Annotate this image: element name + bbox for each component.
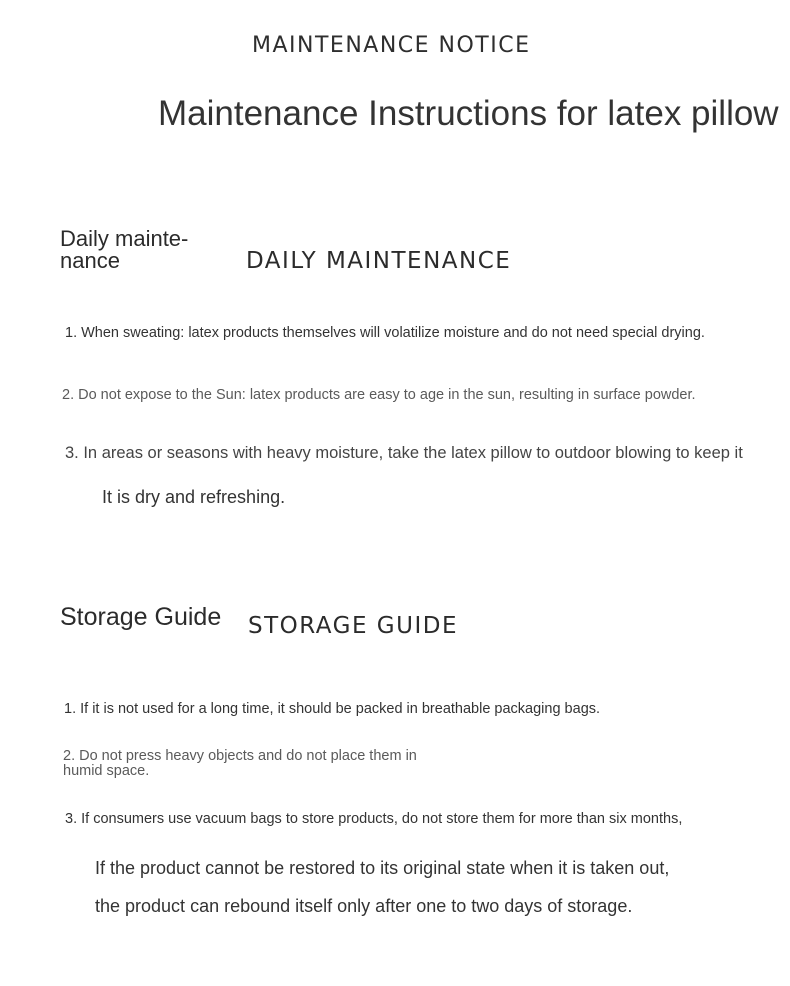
storage-item-2: 2. Do not press heavy objects and do not place them in humid space. bbox=[63, 748, 417, 779]
daily-item-1: 1. When sweating: latex products themselves will volatilize moisture and do not need special drying. bbox=[65, 325, 705, 341]
daily-section-label: Daily mainte- nance bbox=[60, 226, 189, 273]
storage-item-3-continued: If the product cannot be restored to its original state when it is taken out, bbox=[95, 858, 670, 878]
storage-item-3-final: the product can rebound itself only after one to two days of storage. bbox=[95, 896, 633, 916]
storage-section-label: Storage Guide bbox=[60, 603, 222, 631]
notice-label: MAINTENANCE NOTICE bbox=[252, 33, 531, 58]
page-title: Maintenance Instructions for latex pillow bbox=[158, 94, 779, 133]
storage-item-1: 1. If it is not used for a long time, it should be packed in breathable packaging bags. bbox=[64, 701, 601, 717]
storage-section-heading: STORAGE GUIDE bbox=[248, 613, 458, 639]
storage-item-3: 3. If consumers use vacuum bags to store products, do not store them for more than six months, bbox=[65, 811, 683, 827]
daily-section-heading: DAILY MAINTENANCE bbox=[246, 248, 512, 274]
daily-item-2: 2. Do not expose to the Sun: latex products are easy to age in the sun, resulting in surface powder. bbox=[62, 387, 696, 403]
daily-item-3: 3. In areas or seasons with heavy moisture, take the latex pillow to outdoor blowing to keep it bbox=[65, 444, 743, 462]
daily-item-3-continued: It is dry and refreshing. bbox=[102, 487, 286, 507]
